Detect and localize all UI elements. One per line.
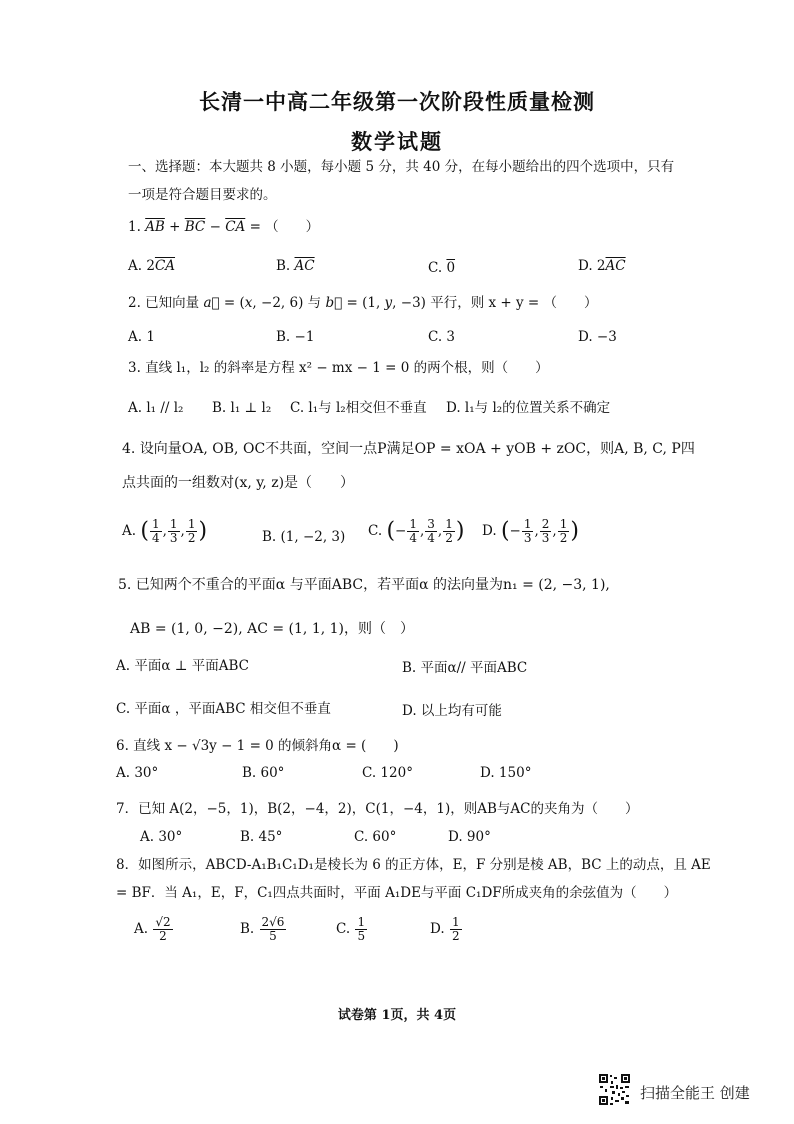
- q8-option-c: C. $\frac{1}{5}$: [336, 915, 366, 943]
- q2-option-b: B. −1: [276, 329, 315, 345]
- q2-option-a: A. 1: [128, 329, 155, 345]
- q1-number: 1.: [128, 219, 141, 235]
- q7-option-d: D. 90°: [448, 829, 491, 845]
- q6-option-d: D. 150°: [480, 765, 532, 781]
- question-3-stem: 3. 直线 l₁，l₂ 的斜率是方程 x² − mx − 1 = 0 的两个根，则（ ）: [128, 360, 549, 376]
- scanner-watermark: 扫描全能王 创建: [640, 1084, 750, 1102]
- exam-title: 长清一中高二年级第一次阶段性质量检测: [199, 89, 595, 114]
- page-footer: 试卷第 1页，共 4页: [337, 1008, 457, 1023]
- q7-option-b: B. 45°: [240, 829, 283, 845]
- q6-option-c: C. 120°: [362, 765, 413, 781]
- exam-subtitle: 数学试题: [351, 129, 443, 154]
- question-5-stem-line1: 5. 已知两个不重合的平面α 与平面ABC，若平面α 的法向量为n₁ = (2, −3, 1),: [118, 577, 610, 593]
- q2-option-d: D. −3: [578, 329, 617, 345]
- section-intro-line1: 一、选择题：本大题共 8 小题，每小题 5 分，共 40 分，在每小题给出的四个选项中，只有: [128, 159, 675, 175]
- question-7-stem: 7．已知 A(2，−5，1)，B(2，−4，2)，C(1，−4，1)，则AB与AC的夹角为（ ）: [116, 801, 639, 817]
- section-intro-line2: 一项是符合题目要求的。: [128, 187, 277, 203]
- q2-option-c: C. 3: [428, 329, 456, 345]
- q3-option-b: B. l₁ ⊥ l₂: [212, 400, 272, 416]
- q3-option-c: C. l₁与 l₂相交但不垂直: [290, 400, 427, 416]
- question-4-stem-line2: 点共面的一组数对(x, y, z)是（ ）: [122, 475, 355, 491]
- question-5-stem-line2: AB = (1, 0, −2), AC = (1, 1, 1)，则（ ）: [130, 621, 415, 637]
- q5-option-a: A. 平面α ⊥ 平面ABC: [116, 658, 249, 674]
- q1-option-a: A. $2\overline{CA}$: [128, 258, 176, 274]
- q6-option-a: A. 30°: [116, 765, 159, 781]
- q7-option-a: A. 30°: [140, 829, 183, 845]
- q4-option-b: B. (1, −2, 3): [262, 529, 346, 545]
- q6-option-b: B. 60°: [242, 765, 285, 781]
- q4-option-d: D. (− $\frac{1}{3}$ , $\frac{2}{3}$ , $\frac{1}{2}$ ): [482, 517, 579, 545]
- question-8-stem-line1: 8．如图所示，ABCD-A₁B₁C₁D₁是棱长为 6 的正方体，E，F 分别是棱 AB，BC 上的动点，且 AE: [116, 857, 711, 873]
- q1-stem-tail: = （ ）: [245, 219, 320, 235]
- q1-option-b: B. $\overline{AC}$: [276, 258, 315, 274]
- q8-option-a: A. $\frac{√2}{2}$: [134, 915, 171, 943]
- q5-option-d: D. 以上均有可能: [402, 703, 502, 719]
- question-6-stem: 6. 直线 x − √3y − 1 = 0 的倾斜角α = ( ): [116, 738, 399, 754]
- question-8-stem-line2: = BF．当 A₁，E，F，C₁四点共面时，平面 A₁DE与平面 C₁DF所成夹角的余弦值为（ ）: [116, 885, 678, 901]
- question-2-stem: 2. 已知向量 a⃗ = (x, −2, 6) 与 b⃗ = (1, y, −3) 平行，则 x + y = （ ）: [128, 295, 598, 311]
- qr-code-icon: [598, 1073, 631, 1106]
- q5-option-c: C. 平面α ，平面ABC 相交但不垂直: [116, 701, 331, 717]
- q8-option-d: D. $\frac{1}{2}$: [430, 915, 460, 943]
- q3-option-d: D. l₁与 l₂的位置关系不确定: [446, 400, 611, 416]
- q7-option-c: C. 60°: [354, 829, 397, 845]
- q8-option-b: B. $\frac{2√6}{5}$: [240, 915, 285, 943]
- question-4-stem-line1: 4. 设向量OA, OB, OC不共面，空间一点P满足OP = xOA + yOB + zOC，则A, B, C, P四: [122, 441, 695, 457]
- q1-option-d: D. $2\overline{AC}$: [578, 258, 626, 274]
- q1-option-c: C. 0: [428, 260, 456, 276]
- q4-option-a: A. ( $\frac{1}{4}$ , $\frac{1}{3}$ , $\frac{1}{2}$ ): [122, 517, 208, 545]
- q3-option-a: A. l₁ // l₂: [128, 400, 184, 416]
- q4-option-c: C. (− $\frac{1}{4}$ , $\frac{3}{4}$ , $\frac{1}{2}$ ): [368, 517, 465, 545]
- q5-option-b: B. 平面α// 平面ABC: [402, 660, 528, 676]
- question-1-stem: 1. $\overline{AB} + \overline{BC} - \overline{CA}$ = （ ）: [128, 219, 320, 235]
